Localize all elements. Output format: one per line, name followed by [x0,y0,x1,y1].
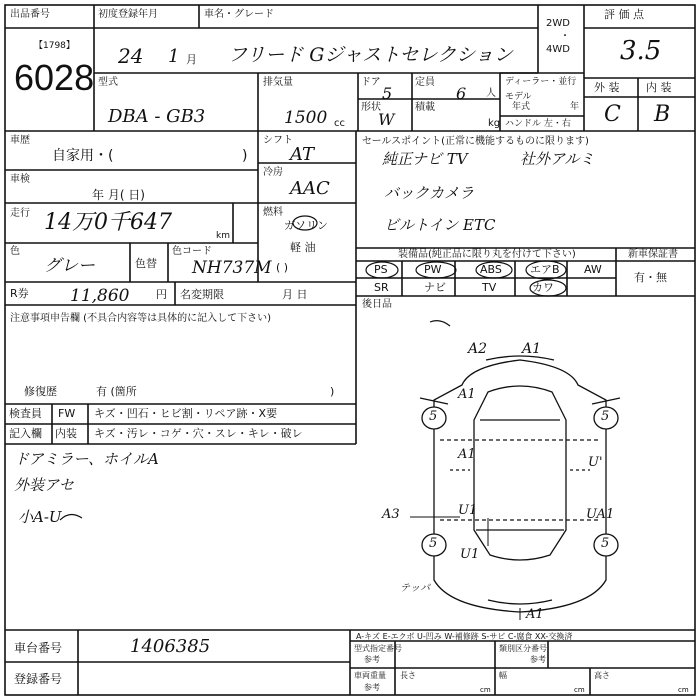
int-label: 内装 [55,427,77,440]
model-year-unit: 年 [570,102,580,112]
equip-leather: カワ [532,281,554,294]
sales-line-1: 純正ナビ TV [382,150,468,168]
color-code-label: 色コード [172,246,212,257]
notes-label: 注意事項申告欄 (不具合内容等は具体的に記入して下さい) [10,313,271,324]
model-value: DBA - GB3 [108,106,206,127]
r-value: 11,860 [70,286,130,306]
inspector-label-1: 検査員 [9,407,42,420]
chassis-label: 車台番号 [14,641,63,655]
door-label: ドア [361,77,381,88]
height-label: 高さ [594,671,610,680]
color-code-value: NH737M [192,258,272,278]
mileage-label: 走行 [10,208,30,219]
tire-fl: 5 [429,409,438,424]
shift-value: AT [290,144,315,165]
weight-label: 車両重量 [354,671,386,680]
equip-pw: PW [424,263,442,276]
equip-sr: SR [374,281,389,294]
eval-score: 3.5 [620,36,662,66]
class-label: 類別区分番号 [499,644,547,653]
equip-airbag: エアB [530,263,560,276]
mark-a1-mid: A1 [458,447,476,462]
chassis-value: 1406385 [130,636,211,657]
equip-label: 装備品(純正品に限り丸を付けて下さい) [398,249,576,260]
history-value: 自家用・( [52,148,114,164]
sales-line-4: ビルトイン ETC [384,216,496,234]
fuel-label: 燃料 [263,207,283,218]
lot-label: 出品番号 [10,9,50,20]
model-year-label: モデル [505,92,532,102]
equip-tv: TV [482,281,497,294]
new-warranty-value: 有・無 [634,271,667,284]
title-change-unit: 月 日 [282,288,308,301]
length-unit: cm [480,686,491,694]
equip-ps: PS [374,263,388,276]
first-reg-month: 1 [168,46,180,67]
name-grade-label: 車名・グレード [204,9,274,20]
shaken-fields: 年 月( 日) [92,188,145,202]
equip-abs: ABS [480,263,502,276]
mileage-unit: km [216,231,230,241]
type-designation-label: 型式指定番号 [354,644,402,653]
sales-line-3: バックカメラ [384,184,475,202]
fuel-other: ( ) [276,261,289,274]
tire-rr: 5 [601,536,610,551]
spare-label: テッパ [400,583,430,594]
weight-sub: 参考 [364,683,380,692]
first-reg-label: 初度登録年月 [98,9,158,20]
model-year-sub: 年式 [512,102,531,112]
first-reg-month-unit: 月 [186,53,197,66]
name-grade-value: フリード Gジャストセレクション [228,44,513,66]
tire-rl: 5 [429,536,438,551]
mark-u1-rear: U1 [460,547,480,562]
drive-dot: ・ [560,31,570,42]
fuel-gasoline: ガソリン [284,219,328,232]
eval-label: 評 価 点 [604,8,644,21]
handle-label: ハンドル 左・右 [505,119,571,129]
displacement-label: 排気量 [263,77,293,88]
tire-fr: 5 [601,409,610,424]
mark-u-right: U' [588,455,603,470]
color-label: 色 [10,246,20,257]
mark-a1-left: A1 [458,387,476,402]
hand-note-3: 小A-U [18,508,62,526]
equip-aw: AW [584,263,602,276]
car-diagram [420,356,620,612]
shape-value: W [378,110,395,129]
hand-note-1: ドアミラー、ホイルA [14,450,159,468]
door-value: 5 [382,84,393,103]
ac-label: 冷房 [263,167,283,178]
sales-line-2: 社外アルミ [520,150,595,168]
hand-note-2: 外装アセ [14,476,74,494]
interior-label: 内 装 [646,81,672,94]
ac-value: AAC [290,178,330,199]
diagram-legend: A-キズ E-エクボ U-凹み W-補修跡 S-サビ C-腐食 XX-交換済 [356,632,573,641]
mark-ua1-right: UA1 [586,507,615,522]
repair-label: 修復歴 [24,385,57,398]
shaken-label: 車検 [10,174,30,185]
fw-label: FW [58,407,76,420]
dealer-label: ディーラー・並行 [505,77,577,87]
exterior-label: 外 装 [594,81,620,94]
color-value: グレー [44,256,95,276]
lot-number: 6028 [14,57,95,98]
first-reg-year: 24 [118,44,144,68]
height-unit: cm [678,686,689,694]
repaint-label: 色替 [135,257,157,270]
mark-u1-left: U1 [458,503,478,518]
model-label: 型式 [98,77,118,88]
capacity-unit: 人 [486,88,496,99]
mark-a3: A3 [382,507,400,522]
load-unit: kg [488,118,501,129]
mark-a1-rear: A1 [526,607,544,622]
title-change-label: 名変期限 [180,288,224,301]
registration-label: 登録番号 [14,672,63,686]
repair-value: 有 (箇所 [96,385,137,398]
sales-label: セールスポイント(正常に機能するものに限ります) [362,136,589,147]
capacity-label: 定員 [415,77,435,88]
mileage-value: 14万0千647 [44,210,172,235]
fw-items: キズ・凹石・ヒビ割・リペア跡・X要 [94,407,278,420]
length-label: 長さ [400,671,416,680]
width-unit: cm [574,686,585,694]
r-label: R券 [10,287,29,300]
type-designation-sub: 参考 [364,655,380,664]
drive-4wd: 4WD [546,44,570,55]
shape-label: 形状 [361,102,381,113]
interior-grade: B [654,102,671,127]
repair-close: ) [330,385,335,398]
shift-label: シフト [263,135,293,146]
displacement-value: 1500 [284,108,328,128]
width-label: 幅 [499,671,507,680]
exterior-grade: C [604,102,621,127]
after-items-label: 後日品 [362,299,392,310]
equip-navi: ナビ [424,281,446,294]
new-warranty-label: 新車保証書 [628,249,678,260]
drive-2wd: 2WD [546,18,570,29]
displacement-unit: cc [334,118,345,129]
fuel-diesel: 軽 油 [290,241,316,254]
int-items: キズ・汚レ・コゲ・穴・スレ・キレ・破レ [94,427,303,440]
load-label: 積載 [415,102,435,113]
inspector-label-2: 記入欄 [9,427,42,440]
history-close: ) [242,148,248,164]
lot-small-number: 【1798】 [34,41,75,51]
capacity-value: 6 [456,84,467,103]
class-sub: 参考 [530,655,546,664]
mark-a1-front: A1 [522,341,542,357]
history-label: 車歴 [10,135,30,146]
mark-a2: A2 [468,341,488,357]
r-unit: 円 [156,288,167,301]
